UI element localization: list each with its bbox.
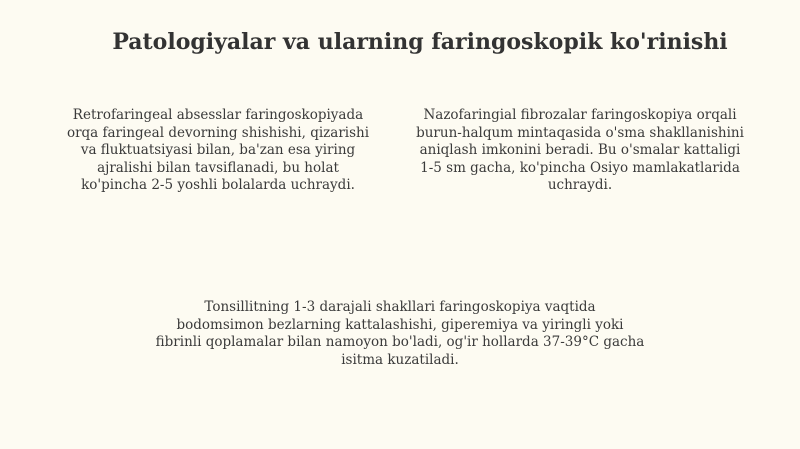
slide-title: Patologiyalar va ularning faringoskopik ko'rinishi [112,29,728,55]
paragraph-line: uchraydi. [547,177,613,193]
paragraph-line: fibrinli qoplamalar bilan namoyon bo'ladi, og'ir hollarda 37-39°C gacha [155,334,645,350]
paragraph-line: 1-5 sm gacha, ko'pincha Osiyo mamlakatlarida [420,159,740,176]
paragraph-line: ko'pincha 2-5 yoshli bolalarda uchraydi. [81,177,355,193]
paragraph-line: va fluktuatsiyasi bilan, ba'zan esa yiring [80,142,356,158]
retropharyngeal-abscess-paragraph [38,107,398,195]
paragraph-line: orqa faringeal devorning shishishi, qizarishi [66,124,370,141]
paragraph-line: Tonsillitning 1-3 darajali shakllari faringoskopiya vaqtida [204,299,596,315]
nasopharyngeal-fibroma-paragraph [395,107,765,195]
paragraph-line: Nazofaringial fibrozalar faringoskopiya orqali [423,107,737,123]
paragraph-line: isitma kuzatiladi. [341,351,459,368]
paragraph-line: Retrofaringeal absesslar faringoskopiyada [72,107,364,123]
tonsillitis-paragraph [140,299,660,369]
paragraph-line: aniqlash imkonini beradi. Bu o'smalar kattaligi [419,142,741,158]
paragraph-line: bodomsimon bezlarning kattalashishi, giperemiya va yiringli yoki [176,316,624,333]
paragraph-line: ajralishi bilan tavsiflanadi, bu holat [97,159,339,176]
paragraph-line: burun-halqum mintaqasida o'sma shakllanishini [416,124,744,141]
